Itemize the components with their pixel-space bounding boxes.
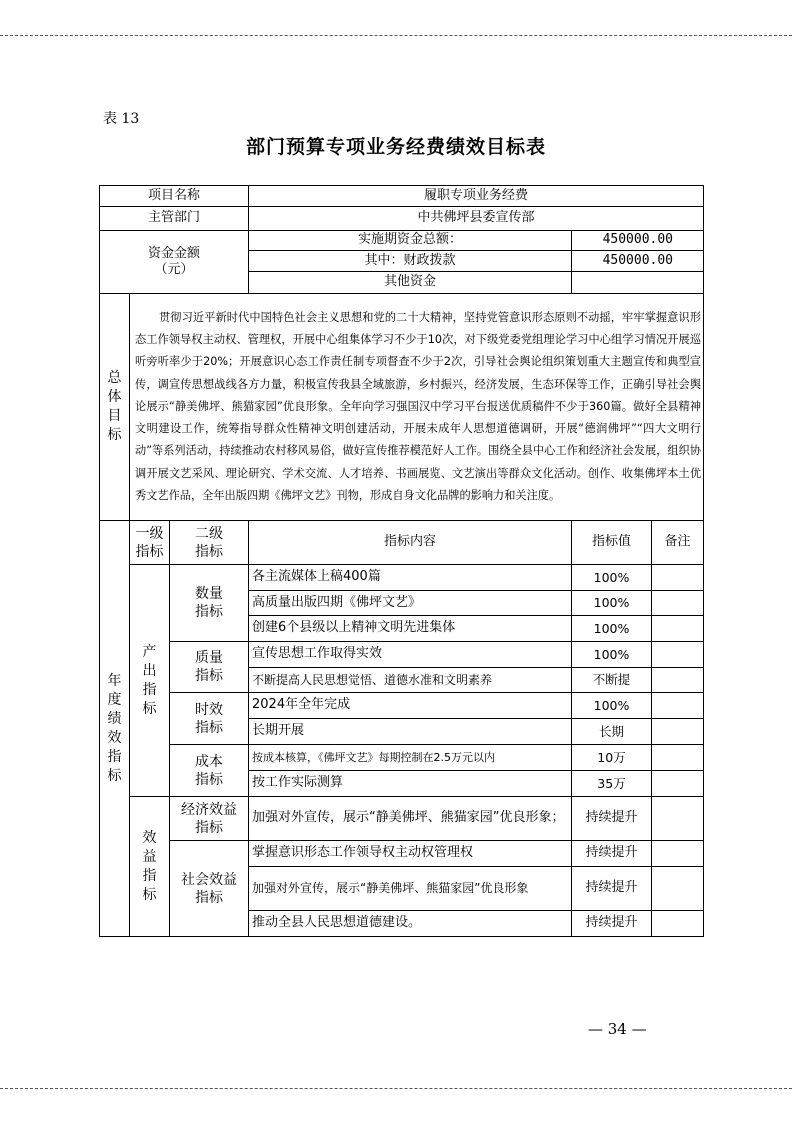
timeliness-indicator-label [170, 693, 249, 745]
department-value: 中共佛坪县委宣传部 [249, 207, 704, 231]
quality-indicator-label [170, 642, 249, 693]
indicator-row [100, 841, 704, 867]
indicator-note [652, 693, 704, 719]
indicator-note [652, 797, 704, 841]
header-note: 备注 [652, 521, 704, 565]
output-indicator-label-text: 产出指标 [142, 643, 157, 717]
funds-fiscal-value: 450000.00 [572, 251, 704, 272]
economic-benefit-label-text: 经济效益指标 [181, 801, 237, 836]
social-benefit-label-text: 社会效益指标 [181, 871, 237, 906]
project-name-value: 履职专项业务经费 [249, 186, 704, 207]
indicator-note [652, 642, 704, 668]
indicator-content: 按成本核算，《佛坪文艺》每期控制在2.5万元以内 [249, 745, 572, 771]
indicator-note [652, 668, 704, 693]
indicator-value: 持续提升 [572, 867, 652, 911]
indicator-note [652, 841, 704, 867]
bottom-dashed-border [0, 1088, 792, 1089]
quantity-indicator-label-text: 数量指标 [195, 586, 223, 620]
funds-label-line2: （元） [154, 262, 194, 277]
header-level2-text: 二级指标 [195, 525, 223, 560]
indicator-value: 长期 [572, 719, 652, 745]
indicator-value: 35万 [572, 771, 652, 797]
indicator-content: 不断提高人民思想觉悟、道德水准和文明素养 [249, 668, 572, 693]
funds-other-value [572, 272, 704, 294]
funds-total-value: 450000.00 [572, 231, 704, 251]
timeliness-indicator-label-text: 时效指标 [195, 701, 223, 736]
performance-target-table [99, 185, 704, 937]
indicator-value: 100% [572, 616, 652, 642]
cost-indicator-label [170, 745, 249, 797]
indicator-row [100, 745, 704, 771]
header-level2 [170, 521, 249, 565]
department-label: 主管部门 [100, 207, 249, 231]
benefit-indicator-label [130, 797, 170, 937]
annual-indicators-label [100, 521, 130, 937]
header-value: 指标值 [572, 521, 652, 565]
social-benefit-label [170, 841, 249, 937]
indicator-content: 掌握意识形态工作领导权主动权管理权 [249, 841, 572, 867]
quality-indicator-label-text: 质量指标 [195, 650, 223, 684]
output-indicator-label [130, 565, 170, 797]
indicator-row [100, 565, 704, 591]
indicator-note [652, 911, 704, 937]
overall-goal-label [100, 294, 130, 521]
overall-goal-row [100, 294, 704, 521]
indicator-value: 持续提升 [572, 911, 652, 937]
benefit-indicator-label-text: 效益指标 [142, 829, 157, 903]
document-title: 部门预算专项业务经费绩效目标表 [245, 136, 546, 158]
indicator-content: 宣传思想工作取得实效 [249, 642, 572, 668]
indicator-content: 创建6个县级以上精神文明先进集体 [249, 616, 572, 642]
funds-total-label: 实施期资金总额： [249, 231, 572, 251]
top-dashed-border [0, 35, 792, 36]
indicator-content: 推动全县人民思想道德建设。 [249, 911, 572, 937]
funds-label [100, 231, 249, 294]
indicator-content: 2024年全年完成 [249, 693, 572, 719]
overall-goal-label-text: 总体目标 [107, 370, 122, 443]
indicator-value: 100% [572, 642, 652, 668]
indicator-note [652, 591, 704, 616]
indicator-content: 加强对外宣传，展示“静美佛坪、熊猫家园”优良形象； [249, 797, 572, 841]
indicator-value: 不断提 [572, 668, 652, 693]
overall-goal-text: 贯彻习近平新时代中国特色社会主义思想和党的二十大精神，坚持党管意识形态原则不动摇，牢牢掌握意识形态工作领导权主动权、管理权，开展中心组集体学习不少于10次，对下级党委党组理论学习中心组学习情况开展巡听旁听率少于20%；开展意识心态工作责任制专项督查不少于2次，引导社会舆论组织策划重大主题宣传和典型宣传，调宣传思想战线各方力量，积极宣传我县全域旅游，乡村振兴，经济发展，生态环保等工作，正确引导社会舆论展示“静美佛坪、熊猫家园”优良形象。全年向学习强国汉中学习平台报送优质稿件不少于360篇。做好全县精神文明建设工作，统筹指导群众性精神文明创建活动，开展未成年人思想道德调研，开展“德润佛坪”“四大文明行动”等系列活动，持续推动农村移风易俗，做好宣传推荐模范好人工作。围绕全县中心工作和经济社会发展，组织协调开展文艺采风、理论研究、学术交流、人才培养、书画展览、文艺演出等群众文化活动。创作、收集佛坪本土优秀文艺作品，全年出版四期《佛坪文艺》刊物，形成自身文化品牌的影响力和关注度。 [130, 294, 704, 521]
indicator-value: 100% [572, 565, 652, 591]
indicator-row [100, 797, 704, 841]
indicator-content: 长期开展 [249, 719, 572, 745]
department-row [100, 207, 704, 231]
indicator-note [652, 719, 704, 745]
annual-indicators-label-text: 年度绩效指标 [107, 672, 122, 784]
funds-total-row [100, 231, 704, 251]
indicator-note [652, 565, 704, 591]
indicator-header-row [100, 521, 704, 565]
page-number: — 34 — [588, 1020, 647, 1038]
funds-fiscal-label: 其中：财政拨款 [249, 251, 572, 272]
indicator-row [100, 642, 704, 668]
quantity-indicator-label [170, 565, 249, 642]
funds-other-label: 其他资金 [249, 272, 572, 294]
economic-benefit-label [170, 797, 249, 841]
indicator-content: 按工作实际测算 [249, 771, 572, 797]
funds-label-line1: 资金金额 [147, 245, 200, 261]
header-content: 指标内容 [249, 521, 572, 565]
indicator-note [652, 867, 704, 911]
indicator-note [652, 771, 704, 797]
indicator-value: 100% [572, 693, 652, 719]
header-level1-text: 一级指标 [135, 525, 164, 560]
indicator-row [100, 693, 704, 719]
indicator-value: 持续提升 [572, 797, 652, 841]
project-name-label: 项目名称 [100, 186, 249, 207]
indicator-value: 持续提升 [572, 841, 652, 867]
indicator-note [652, 745, 704, 771]
indicator-value: 100% [572, 591, 652, 616]
table-number: 表 13 [103, 111, 140, 127]
indicator-content: 加强对外宣传，展示“静美佛坪、熊猫家园”优良形象 [249, 867, 572, 911]
indicator-content: 各主流媒体上稿400篇 [249, 565, 572, 591]
cost-indicator-label-text: 成本指标 [195, 753, 223, 788]
indicator-note [652, 616, 704, 642]
indicator-content: 高质量出版四期《佛坪文艺》 [249, 591, 572, 616]
header-level1 [130, 521, 170, 565]
indicator-value: 10万 [572, 745, 652, 771]
project-row [100, 186, 704, 207]
